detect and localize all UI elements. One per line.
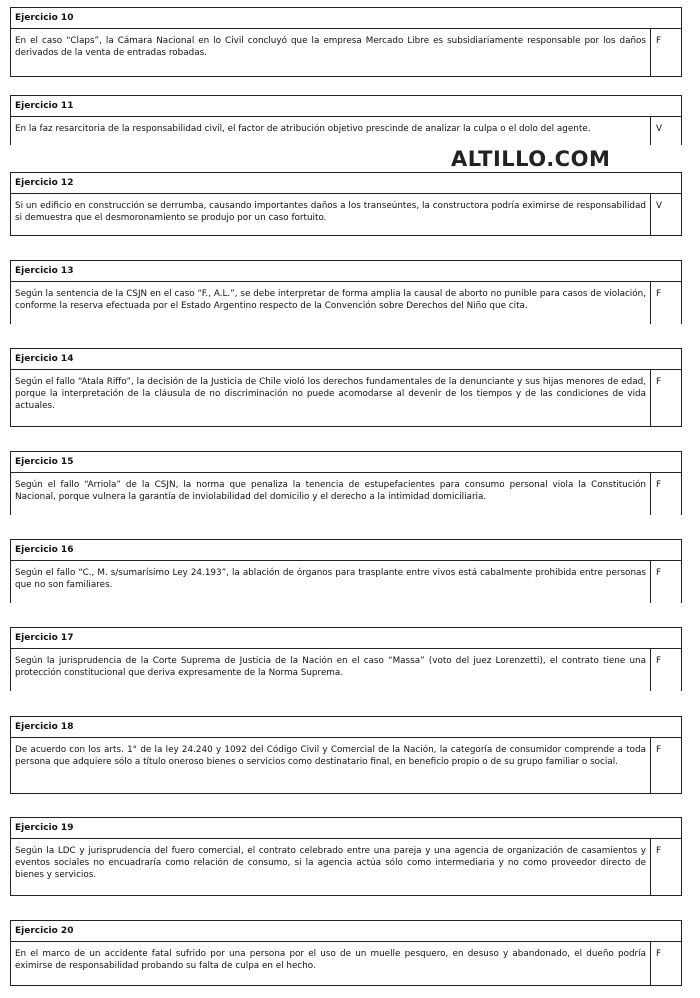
- exercise-answer: V: [656, 124, 663, 134]
- exercise-title: Ejercicio 15: [10, 451, 682, 473]
- exercise-answer: V: [656, 201, 663, 211]
- exercise-row: [10, 473, 682, 515]
- exercise-row: [10, 839, 682, 896]
- exercise-title: Ejercicio 13: [10, 260, 682, 282]
- exercise-title: Ejercicio 11: [10, 95, 682, 117]
- exercise-statement: Según el fallo “Arriola” de la CSJN, la norma que penaliza la tenencia de estupefacientes para consumo personal viola la Constitución Nacional, porque vulnera la garantía de inviolabilidad del domicilio y el derecho a la intimidad domiciliaria.: [11, 473, 651, 515]
- exercise-answer: F: [656, 846, 662, 856]
- exercise-title: Ejercicio 10: [10, 7, 682, 29]
- exercise-row: [10, 117, 682, 145]
- exercise-title: Ejercicio 14: [10, 348, 682, 370]
- exercise-row: [10, 738, 682, 794]
- exercise-answer: F: [656, 289, 662, 299]
- exercise-statement: En la faz resarcitoria de la responsabilidad civil, el factor de atribución objetivo prescinde de analizar la culpa o el dolo del agente.: [11, 117, 651, 145]
- exercise-answer: F: [656, 36, 662, 46]
- exercise-row: [10, 29, 682, 77]
- exercise-statement: Si un edificio en construcción se derrumba, causando importantes daños a los transeúntes, la constructora podría eximirse de responsabilidad si demuestra que el desmoronamiento se produjo por un caso fortuito.: [11, 194, 651, 235]
- exercise-statement: De acuerdo con los arts. 1° de la ley 24.240 y 1092 del Código Civil y Comercial de la Nación, la categoría de consumidor comprende a toda persona que adquiere sólo a título oneroso bienes o servicios como destinatario final, en beneficio propio o de su grupo familiar o social.: [11, 738, 651, 793]
- exercise-statement: Según la jurisprudencia de la Corte Suprema de Justicia de la Nación en el caso “Massa” (voto del juez Lorenzetti), el contrato tiene una protección constitucional que deriva expresamente de la Norma Suprema.: [11, 649, 651, 691]
- exercise-row: [10, 942, 682, 986]
- exercise-answer: F: [656, 745, 662, 755]
- exercise-answer: F: [656, 377, 662, 387]
- exercise-title: Ejercicio 12: [10, 172, 682, 194]
- exercise-statement: Según la sentencia de la CSJN en el caso “F., A.L.”, se debe interpretar de forma amplia la causal de aborto no punible para casos de violación, conforme la reserva efectuada por el Estado Argentino respecto de la Convención sobre Derechos del Niño que cita.: [11, 282, 651, 324]
- exercise-row: [10, 649, 682, 691]
- exercise-title: Ejercicio 17: [10, 627, 682, 649]
- exercise-statement: Según la LDC y jurisprudencia del fuero comercial, el contrato celebrado entre una pareja y una agencia de organización de casamientos y eventos sociales no encuadraría como relación de consumo, si la agencia actúa sólo como intermediaria y no como proveedor directo de bienes y servicios.: [11, 839, 651, 895]
- exercise-title: Ejercicio 19: [10, 817, 682, 839]
- exercise-title: Ejercicio 18: [10, 716, 682, 738]
- exercise-row: [10, 370, 682, 427]
- exercise-answer: F: [656, 568, 662, 578]
- exercise-title: Ejercicio 20: [10, 920, 682, 942]
- exercise-statement: En el caso “Claps”, la Cámara Nacional en lo Civil concluyó que la empresa Mercado Libre es subsidiariamente responsable por los daños derivados de la venta de entradas robadas.: [11, 29, 651, 76]
- exercise-statement: Según el fallo “C., M. s/sumarísimo Ley 24.193”, la ablación de órganos para trasplante entre vivos está cabalmente prohibida entre personas que no son familiares.: [11, 561, 651, 603]
- exercise-answer: F: [656, 656, 662, 666]
- exercise-statement: En el marco de un accidente fatal sufrido por una persona por el uso de un muelle pesquero, en desuso y abandonado, el dueño podría eximirse de responsabilidad probando su falta de culpa en el hecho.: [11, 942, 651, 985]
- watermark: ALTILLO.COM: [451, 147, 611, 171]
- exercise-row: [10, 561, 682, 603]
- exercise-answer: F: [656, 949, 662, 959]
- exercise-title: Ejercicio 16: [10, 539, 682, 561]
- exercise-row: [10, 194, 682, 236]
- exercise-row: [10, 282, 682, 324]
- exercise-answer: F: [656, 480, 662, 490]
- exercise-statement: Según el fallo “Atala Riffo”, la decisión de la Justicia de Chile violó los derechos fundamentales de la denunciante y sus hijas menores de edad, porque la interpretación de la cláusula de no discriminación no puede acomodarse al devenir de los tiempos y de las condiciones de vida actuales.: [11, 370, 651, 426]
